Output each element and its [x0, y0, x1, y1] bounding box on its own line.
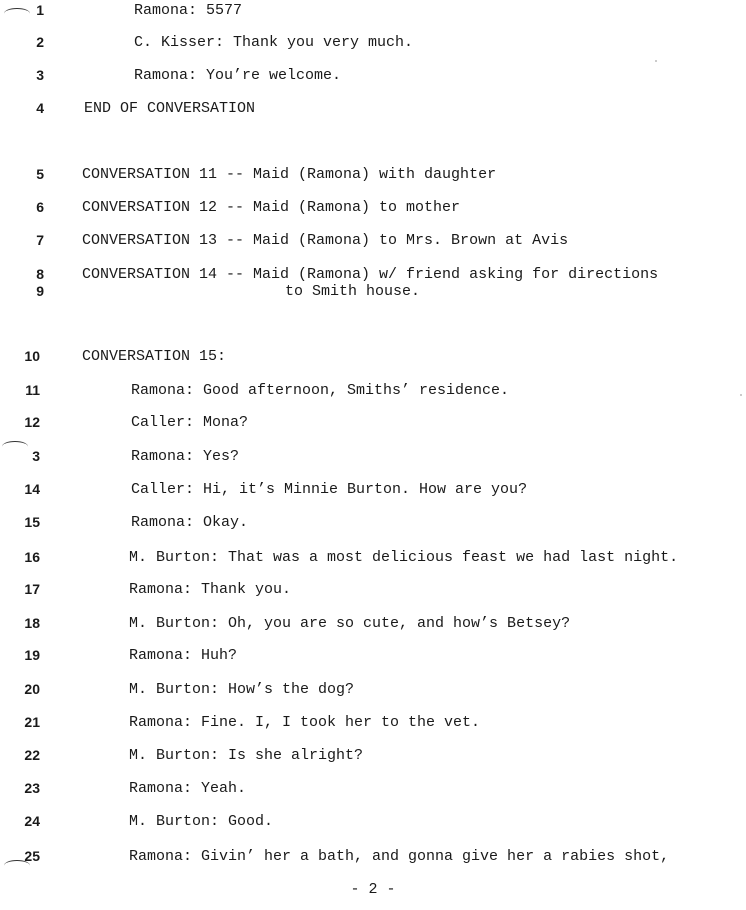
line-number: 16	[24, 549, 40, 565]
line-text: M. Burton: Oh, you are so cute, and how’s Betsey?	[129, 615, 571, 632]
line-number: 19	[24, 647, 40, 663]
line-text: Ramona: Huh?	[129, 647, 238, 664]
line-number: 8	[36, 266, 44, 282]
line-number: 3	[32, 448, 40, 464]
scan-speck	[740, 394, 742, 396]
line-text: Ramona: Thank you.	[129, 581, 292, 598]
line-text: Caller: Hi, it’s Minnie Burton. How are you?	[131, 481, 528, 498]
line-text: CONVERSATION 13 -- Maid (Ramona) to Mrs. Brown at Avis	[82, 232, 569, 249]
line-number: 5	[36, 166, 44, 182]
page-number: - 2 -	[350, 881, 396, 898]
line-number: 22	[24, 747, 40, 763]
line-text: CONVERSATION 15:	[82, 348, 227, 365]
line-text: M. Burton: Is she alright?	[129, 747, 364, 764]
line-number: 12	[24, 414, 40, 430]
line-number: 24	[24, 813, 40, 829]
line-number: 11	[25, 382, 40, 398]
line-text: M. Burton: Good.	[129, 813, 274, 830]
margin-mark	[4, 860, 30, 871]
line-number: 2	[36, 34, 44, 50]
margin-mark	[4, 8, 30, 19]
line-text: END OF CONVERSATION	[84, 100, 256, 117]
line-text: Ramona: Okay.	[131, 514, 249, 531]
line-number: 23	[24, 780, 40, 796]
scan-speck	[655, 60, 657, 62]
line-number: 14	[24, 481, 40, 497]
line-text: Ramona: Good afternoon, Smiths’ residence.	[131, 382, 510, 399]
line-text: CONVERSATION 12 -- Maid (Ramona) to mother	[82, 199, 461, 216]
line-number: 3	[36, 67, 44, 83]
line-number: 7	[36, 232, 44, 248]
line-number: 17	[24, 581, 40, 597]
line-number: 25	[24, 848, 40, 864]
line-text: M. Burton: How’s the dog?	[129, 681, 355, 698]
line-number: 15	[24, 514, 40, 530]
line-text: M. Burton: That was a most delicious feast we had last night.	[129, 549, 679, 566]
line-text: CONVERSATION 14 -- Maid (Ramona) w/ friend asking for directions	[82, 266, 659, 283]
line-text: Ramona: You’re welcome.	[134, 67, 342, 84]
line-text: Ramona: Givin’ her a bath, and gonna give her a rabies shot,	[129, 848, 670, 865]
line-text: Ramona: Fine. I, I took her to the vet.	[129, 714, 481, 731]
line-text: C. Kisser: Thank you very much.	[134, 34, 414, 51]
line-number: 1	[36, 2, 44, 18]
line-number: 20	[24, 681, 40, 697]
line-text: Ramona: 5577	[134, 2, 243, 19]
line-text: Ramona: Yes?	[131, 448, 240, 465]
margin-mark	[2, 441, 28, 452]
line-number: 10	[24, 348, 40, 364]
line-number: 18	[24, 615, 40, 631]
line-number: 6	[36, 199, 44, 215]
line-text: to Smith house.	[285, 283, 421, 300]
line-text: Caller: Mona?	[131, 414, 249, 431]
line-number: 9	[36, 283, 44, 299]
line-text: Ramona: Yeah.	[129, 780, 247, 797]
line-number: 21	[24, 714, 40, 730]
line-number: 4	[36, 100, 44, 116]
line-text: CONVERSATION 11 -- Maid (Ramona) with daughter	[82, 166, 497, 183]
